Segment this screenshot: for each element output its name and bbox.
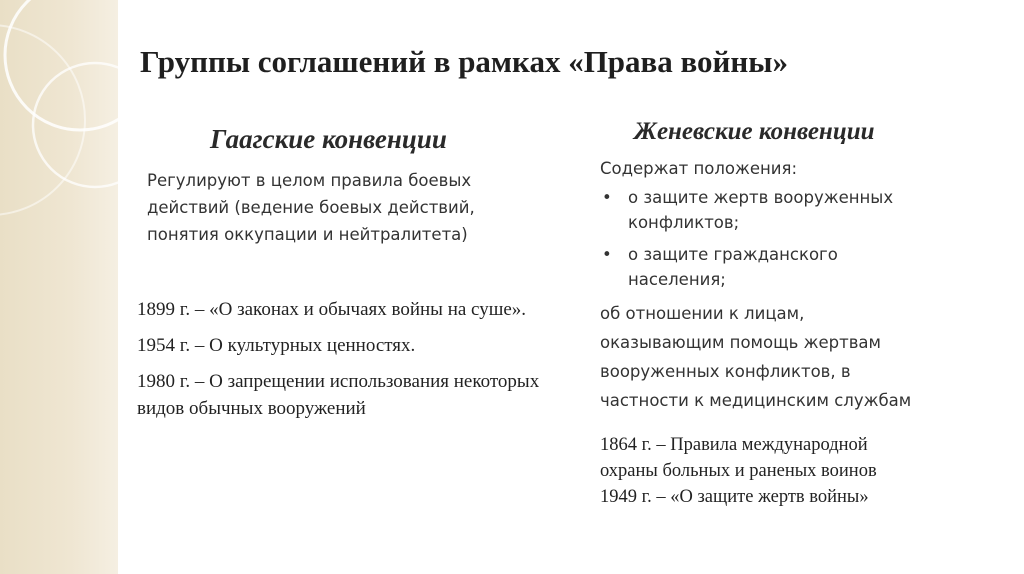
- list-item-line: о защите жертв вооруженных: [628, 188, 894, 207]
- hague-date-item: 1899 г. – «О законах и обычаях войны на суше».: [137, 299, 527, 320]
- geneva-conventions-heading: Женевские конвенции: [634, 118, 875, 145]
- hague-description-line: Регулируют в целом правила боевых: [147, 171, 472, 190]
- hague-date-item: 1954 г. – О культурных ценностях.: [137, 335, 416, 356]
- geneva-tail-line: оказывающим помощь жертвам: [600, 333, 881, 352]
- geneva-bullet-list: [600, 185, 1000, 292]
- decorative-rings: [0, 0, 118, 574]
- hague-dates-list: [137, 296, 567, 431]
- hague-description-line: действий (ведение боевых действий,: [147, 198, 475, 217]
- geneva-date-line: охраны больных и раненых воинов: [600, 461, 877, 481]
- geneva-provisions: [600, 156, 1000, 415]
- geneva-tail-line: частности к медицинским службам: [600, 391, 912, 410]
- hague-description: [147, 167, 547, 248]
- decorative-side-band: [0, 0, 118, 574]
- geneva-dates-list: [600, 432, 1010, 510]
- list-item-line: населения;: [628, 270, 726, 289]
- bullet-icon: •: [602, 245, 612, 264]
- geneva-date-line: 1864 г. – Правила международной: [600, 435, 868, 455]
- geneva-intro: Содержат положения:: [600, 159, 798, 178]
- list-item: [600, 185, 1000, 235]
- hague-description-line: понятия оккупации и нейтралитета): [147, 225, 468, 244]
- hague-conventions-heading: Гаагские конвенции: [210, 124, 447, 154]
- slide-title: Группы соглашений в рамках «Права войны»: [140, 44, 788, 79]
- list-item-line: конфликтов;: [628, 213, 740, 232]
- list-item-line: о защите гражданского: [628, 245, 838, 264]
- bullet-icon: •: [602, 188, 612, 207]
- geneva-tail-line: вооруженных конфликтов, в: [600, 362, 851, 381]
- geneva-tail-text: [600, 299, 1000, 415]
- list-item: [600, 242, 1000, 292]
- geneva-date-line: 1949 г. – «О защите жертв войны»: [600, 487, 869, 507]
- hague-date-item: 1980 г. – О запрещении использования некоторых видов обычных вооружений: [137, 371, 540, 419]
- geneva-tail-line: об отношении к лицам,: [600, 304, 805, 323]
